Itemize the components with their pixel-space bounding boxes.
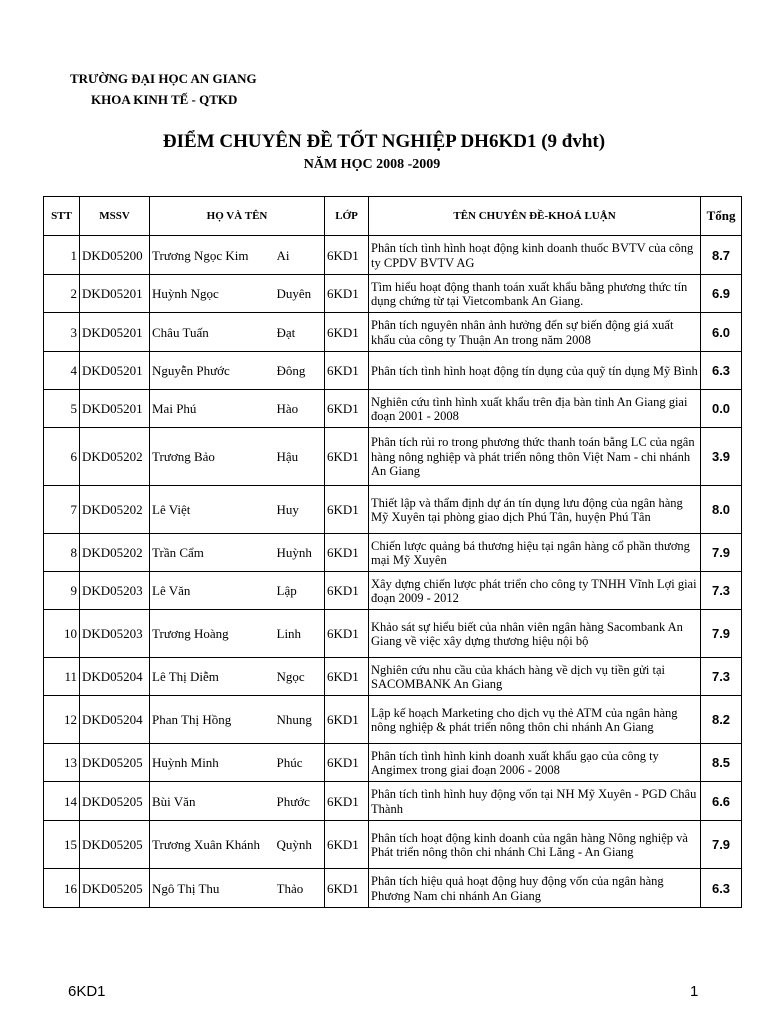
grades-table [43, 196, 742, 908]
col-header-class: LỚP [325, 197, 369, 236]
table-row [44, 821, 742, 869]
table-row [44, 428, 742, 486]
row-first-name: Linh [277, 610, 325, 658]
row-stt: 12 [44, 696, 80, 744]
row-total: 6.3 [701, 869, 742, 908]
row-last-name: Trần Cẩm [150, 534, 277, 572]
row-stt: 9 [44, 572, 80, 610]
row-stt: 8 [44, 534, 80, 572]
row-topic: Phân tích tình hình huy động vốn tại NH Mỹ Xuyên - PGD Châu Thành [369, 782, 701, 821]
col-header-stt: STT [44, 197, 80, 236]
row-last-name: Lê Việt [150, 486, 277, 534]
row-mssv: DKD05201 [80, 275, 150, 313]
row-class: 6KD1 [325, 486, 369, 534]
row-topic: Phân tích hiệu quả hoạt động huy động vốn của ngân hàng Phương Nam chi nhánh An Giang [369, 869, 701, 908]
row-topic: Tìm hiểu hoạt động thanh toán xuất khẩu bằng phương thức tín dụng chứng từ tại Vietcombank An Giang. [369, 275, 701, 313]
row-first-name: Phúc [277, 744, 325, 782]
row-topic: Xây dựng chiến lược phát triển cho công ty TNHH Vĩnh Lợi giai đoạn 2009 - 2012 [369, 572, 701, 610]
row-topic: Phân tích tình hình hoạt động kinh doanh thuốc BVTV của công ty CPDV BVTV AG [369, 236, 701, 275]
row-total: 6.6 [701, 782, 742, 821]
row-class: 6KD1 [325, 572, 369, 610]
table-row [44, 658, 742, 696]
row-topic: Thiết lập và thẩm định dự án tín dụng lưu động của ngân hàng Mỹ Xuyên tại phòng giao dịch Phú Tân, huyện Phú Tân [369, 486, 701, 534]
row-class: 6KD1 [325, 744, 369, 782]
table-row [44, 486, 742, 534]
row-first-name: Lập [277, 572, 325, 610]
row-class: 6KD1 [325, 390, 369, 428]
row-class: 6KD1 [325, 610, 369, 658]
row-total: 7.9 [701, 534, 742, 572]
table-row [44, 744, 742, 782]
document-title: ĐIỂM CHUYÊN ĐỀ TỐT NGHIỆP DH6KD1 (9 đvht) [162, 131, 606, 152]
row-first-name: Quỳnh [277, 821, 325, 869]
row-last-name: Trương Bảo [150, 428, 277, 486]
row-class: 6KD1 [325, 352, 369, 390]
row-class: 6KD1 [325, 236, 369, 275]
row-last-name: Châu Tuấn [150, 313, 277, 352]
faculty-name: KHOA KINH TẾ - QTKD [91, 92, 238, 107]
row-total: 8.2 [701, 696, 742, 744]
row-mssv: DKD05203 [80, 610, 150, 658]
row-topic: Phân tích tình hình kinh doanh xuất khẩu gạo của công ty Angimex trong giai đoạn 2006 - 2008 [369, 744, 701, 782]
page-number: 1 [690, 983, 699, 1000]
row-class: 6KD1 [325, 275, 369, 313]
row-mssv: DKD05205 [80, 821, 150, 869]
row-class: 6KD1 [325, 428, 369, 486]
row-first-name: Đông [277, 352, 325, 390]
table-row [44, 352, 742, 390]
row-mssv: DKD05202 [80, 428, 150, 486]
university-name: TRƯỜNG ĐẠI HỌC AN GIANG [70, 71, 257, 86]
row-last-name: Lê Văn [150, 572, 277, 610]
row-mssv: DKD05204 [80, 658, 150, 696]
row-total: 8.0 [701, 486, 742, 534]
row-stt: 4 [44, 352, 80, 390]
row-stt: 14 [44, 782, 80, 821]
col-header-mssv: MSSV [80, 197, 150, 236]
row-total: 7.9 [701, 610, 742, 658]
row-stt: 7 [44, 486, 80, 534]
row-mssv: DKD05205 [80, 782, 150, 821]
table-row [44, 236, 742, 275]
row-last-name: Huỳnh Minh [150, 744, 277, 782]
row-first-name: Hậu [277, 428, 325, 486]
row-total: 6.9 [701, 275, 742, 313]
table-body [44, 236, 742, 908]
row-total: 6.3 [701, 352, 742, 390]
row-last-name: Mai Phú [150, 390, 277, 428]
row-first-name: Hào [277, 390, 325, 428]
row-last-name: Trương Xuân Khánh [150, 821, 277, 869]
row-class: 6KD1 [325, 782, 369, 821]
row-first-name: Thảo [277, 869, 325, 908]
row-last-name: Lê Thị Diễm [150, 658, 277, 696]
row-first-name: Ai [277, 236, 325, 275]
row-topic: Phân tích tình hình hoạt động tín dụng của quỹ tín dụng Mỹ Bình [369, 352, 701, 390]
col-header-name: HỌ VÀ TÊN [150, 197, 325, 236]
col-header-total: Tổng [701, 197, 742, 236]
row-topic: Khảo sát sự hiểu biết của nhân viên ngân hàng Sacombank An Giang về việc xây dựng thương hiệu nội bộ [369, 610, 701, 658]
col-header-topic: TÊN CHUYÊN ĐỀ-KHOÁ LUẬN [369, 197, 701, 236]
row-mssv: DKD05200 [80, 236, 150, 275]
row-last-name: Phan Thị Hồng [150, 696, 277, 744]
table-row [44, 313, 742, 352]
row-stt: 10 [44, 610, 80, 658]
row-mssv: DKD05204 [80, 696, 150, 744]
row-stt: 1 [44, 236, 80, 275]
row-topic: Nghiên cứu nhu cầu của khách hàng về dịch vụ tiền gửi tại SACOMBANK An Giang [369, 658, 701, 696]
row-topic: Phân tích hoạt động kinh doanh của ngân hàng Nông nghiệp và Phát triển nông thôn chi nhánh Chi Lăng - An Giang [369, 821, 701, 869]
row-class: 6KD1 [325, 696, 369, 744]
row-last-name: Bùi Văn [150, 782, 277, 821]
footer-class-label: 6KD1 [68, 983, 106, 1000]
row-topic: Nghiên cứu tình hình xuất khẩu trên địa bàn tỉnh An Giang giai đoạn 2001 - 2008 [369, 390, 701, 428]
row-stt: 13 [44, 744, 80, 782]
row-first-name: Huy [277, 486, 325, 534]
table-row [44, 869, 742, 908]
row-first-name: Duyên [277, 275, 325, 313]
row-topic: Chiến lược quảng bá thương hiệu tại ngân hàng cổ phần thương mại Mỹ Xuyên [369, 534, 701, 572]
table-row [44, 534, 742, 572]
row-mssv: DKD05202 [80, 486, 150, 534]
row-mssv: DKD05201 [80, 390, 150, 428]
table-row [44, 696, 742, 744]
row-total: 8.7 [701, 236, 742, 275]
table-row [44, 572, 742, 610]
row-stt: 3 [44, 313, 80, 352]
row-last-name: Ngô Thị Thu [150, 869, 277, 908]
row-last-name: Trương Hoàng [150, 610, 277, 658]
row-last-name: Huỳnh Ngọc [150, 275, 277, 313]
row-first-name: Đạt [277, 313, 325, 352]
row-total: 0.0 [701, 390, 742, 428]
academic-year: NĂM HỌC 2008 -2009 [303, 157, 441, 172]
row-stt: 2 [44, 275, 80, 313]
row-topic: Phân tích nguyên nhân ảnh hưởng đến sự biến động giá xuất khẩu của công ty Thuận An trong năm 2008 [369, 313, 701, 352]
row-first-name: Nhung [277, 696, 325, 744]
row-total: 8.5 [701, 744, 742, 782]
row-total: 7.3 [701, 572, 742, 610]
row-topic: Phân tích rủi ro trong phương thức thanh toán bằng LC của ngân hàng nông nghiệp và phát triển nông thôn Việt Nam - chi nhánh An Giang [369, 428, 701, 486]
row-class: 6KD1 [325, 658, 369, 696]
row-total: 7.3 [701, 658, 742, 696]
row-mssv: DKD05201 [80, 352, 150, 390]
row-first-name: Huỳnh [277, 534, 325, 572]
row-first-name: Phước [277, 782, 325, 821]
row-mssv: DKD05203 [80, 572, 150, 610]
row-mssv: DKD05205 [80, 869, 150, 908]
table-row [44, 610, 742, 658]
row-last-name: Nguyễn Phước [150, 352, 277, 390]
row-stt: 15 [44, 821, 80, 869]
table-header-row [44, 197, 742, 236]
row-total: 3.9 [701, 428, 742, 486]
table-row [44, 782, 742, 821]
row-mssv: DKD05205 [80, 744, 150, 782]
table-row [44, 390, 742, 428]
row-stt: 16 [44, 869, 80, 908]
row-class: 6KD1 [325, 534, 369, 572]
row-stt: 5 [44, 390, 80, 428]
row-topic: Lập kế hoạch Marketing cho dịch vụ thẻ ATM của ngân hàng nông nghiệp & phát triển nông thôn chi nhánh An Giang [369, 696, 701, 744]
row-stt: 6 [44, 428, 80, 486]
row-class: 6KD1 [325, 821, 369, 869]
row-mssv: DKD05202 [80, 534, 150, 572]
row-stt: 11 [44, 658, 80, 696]
row-mssv: DKD05201 [80, 313, 150, 352]
row-total: 7.9 [701, 821, 742, 869]
row-last-name: Trương Ngọc Kim [150, 236, 277, 275]
row-total: 6.0 [701, 313, 742, 352]
row-first-name: Ngọc [277, 658, 325, 696]
table-row [44, 275, 742, 313]
row-class: 6KD1 [325, 313, 369, 352]
row-class: 6KD1 [325, 869, 369, 908]
